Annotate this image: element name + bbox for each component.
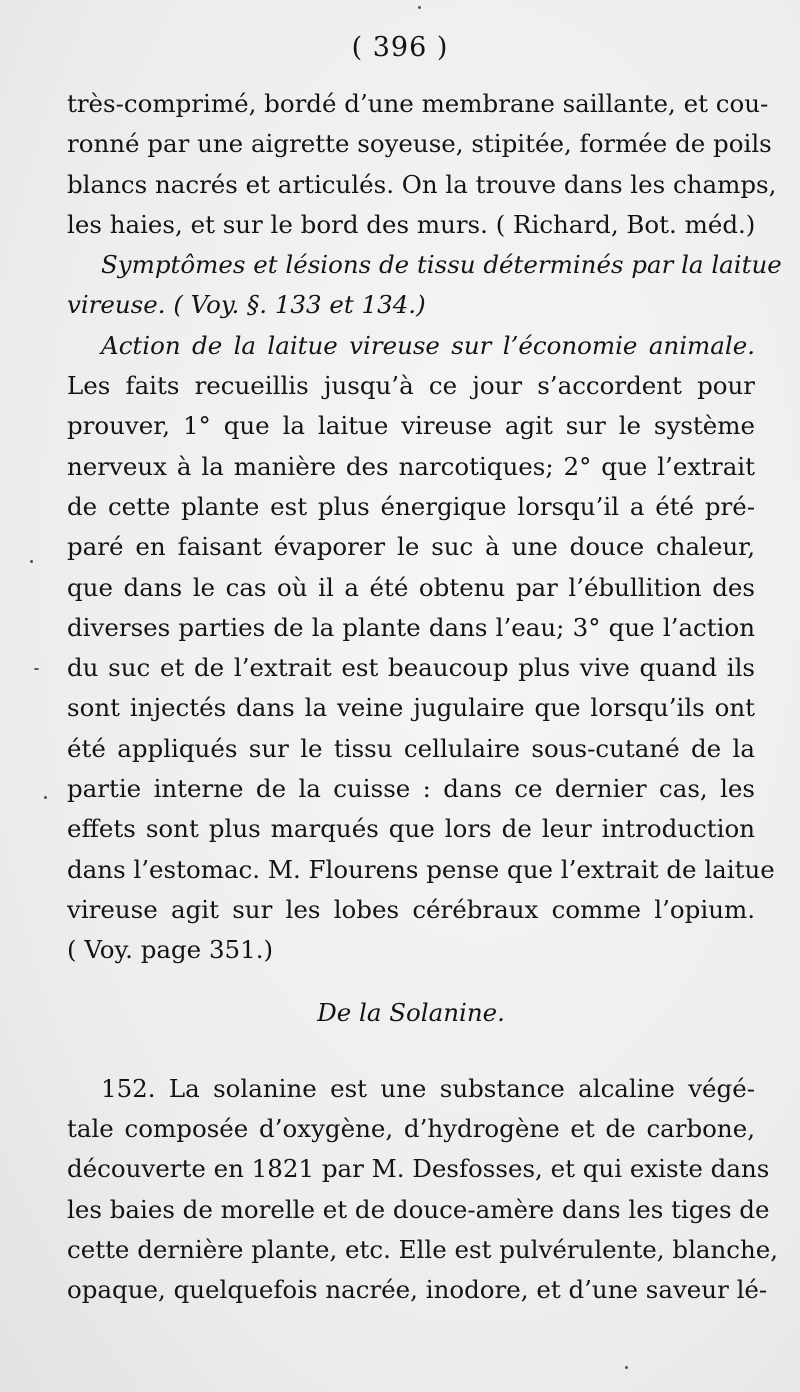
ink-speck [34, 668, 39, 670]
text-line: très-comprimé, bordé d’une membrane saillante, et cou- [67, 89, 769, 118]
text-line: les haies, et sur le bord des murs. ( Richard, Bot. méd.) [67, 209, 756, 239]
text-line: sont injectés dans la veine jugulaire que lorsqu’ils ont [67, 693, 755, 723]
text-line: vireuse agit sur les lobes cérébraux comme l’opium. [67, 894, 755, 924]
text-line: découverte en 1821 par M. Desfosses, et qui existe dans [67, 1154, 770, 1184]
spacer [67, 1033, 755, 1069]
text-line: prouver, 1° que la laitue vireuse agit sur le système [67, 411, 755, 441]
ink-speck [30, 560, 33, 563]
text-line: opaque, quelquefois nacrée, inodore, et d’une saveur lé- [67, 1275, 768, 1305]
text-line: tale composée d’oxygène, d’hydrogène et de carbone, [67, 1114, 755, 1144]
text-line: partie interne de la cuisse : dans ce dernier cas, les [67, 774, 755, 804]
text-line: blancs nacrés et articulés. On la trouve dans les champs, [67, 169, 777, 199]
text-line: ( Voy. page 351.) [67, 935, 274, 965]
text-line: paré en faisant évaporer le suc à une douce chaleur, [67, 532, 755, 562]
text-line: ronné par une aigrette soyeuse, stipitée, formée de poils [67, 129, 772, 159]
text-line: effets sont plus marqués que lors de leur introduction [67, 814, 755, 844]
ink-speck [418, 6, 421, 9]
text-line: Les faits recueillis jusqu’à ce jour s’accordent pour [67, 371, 755, 401]
section-title-solanine: De la Solanine. [317, 997, 505, 1027]
page-number: ( 396 ) [351, 32, 449, 63]
text-line: que dans le cas où il a été obtenu par l’ébullition des [67, 572, 755, 602]
text-line: les baies de morelle et de douce-amère dans les tiges de [67, 1194, 770, 1224]
text-line: de cette plante est plus énergique lorsqu’il a été pré- [67, 491, 755, 521]
ink-speck [625, 1366, 628, 1369]
text-line: dans l’estomac. M. Flourens pense que l’extrait de laitue [67, 854, 775, 884]
text-line: diverses parties de la plante dans l’eau; 3° que l’action [67, 612, 755, 642]
text-line: cette dernière plante, etc. Elle est pulvérulente, blanche, [67, 1235, 779, 1265]
page-text [67, 84, 782, 1311]
text-line: été appliqués sur le tissu cellulaire sous-cutané de la [67, 733, 755, 763]
text-line: nerveux à la manière des narcotiques; 2° que l’extrait [67, 451, 755, 481]
text-line: du suc et de l’extrait est beaucoup plus vive quand ils [67, 653, 755, 683]
text-line: vireuse. ( Voy. §. 133 et 134.) [67, 290, 426, 320]
section-heading-action: Action de la laitue vireuse sur l’économie animale. [101, 330, 755, 360]
spacer [67, 971, 755, 993]
paragraph-start-152: 152. La solanine est une substance alcaline végé- [101, 1073, 755, 1103]
ink-speck [44, 796, 47, 799]
section-heading-symptoms: Symptômes et lésions de tissu déterminés par la laitue [101, 250, 782, 280]
